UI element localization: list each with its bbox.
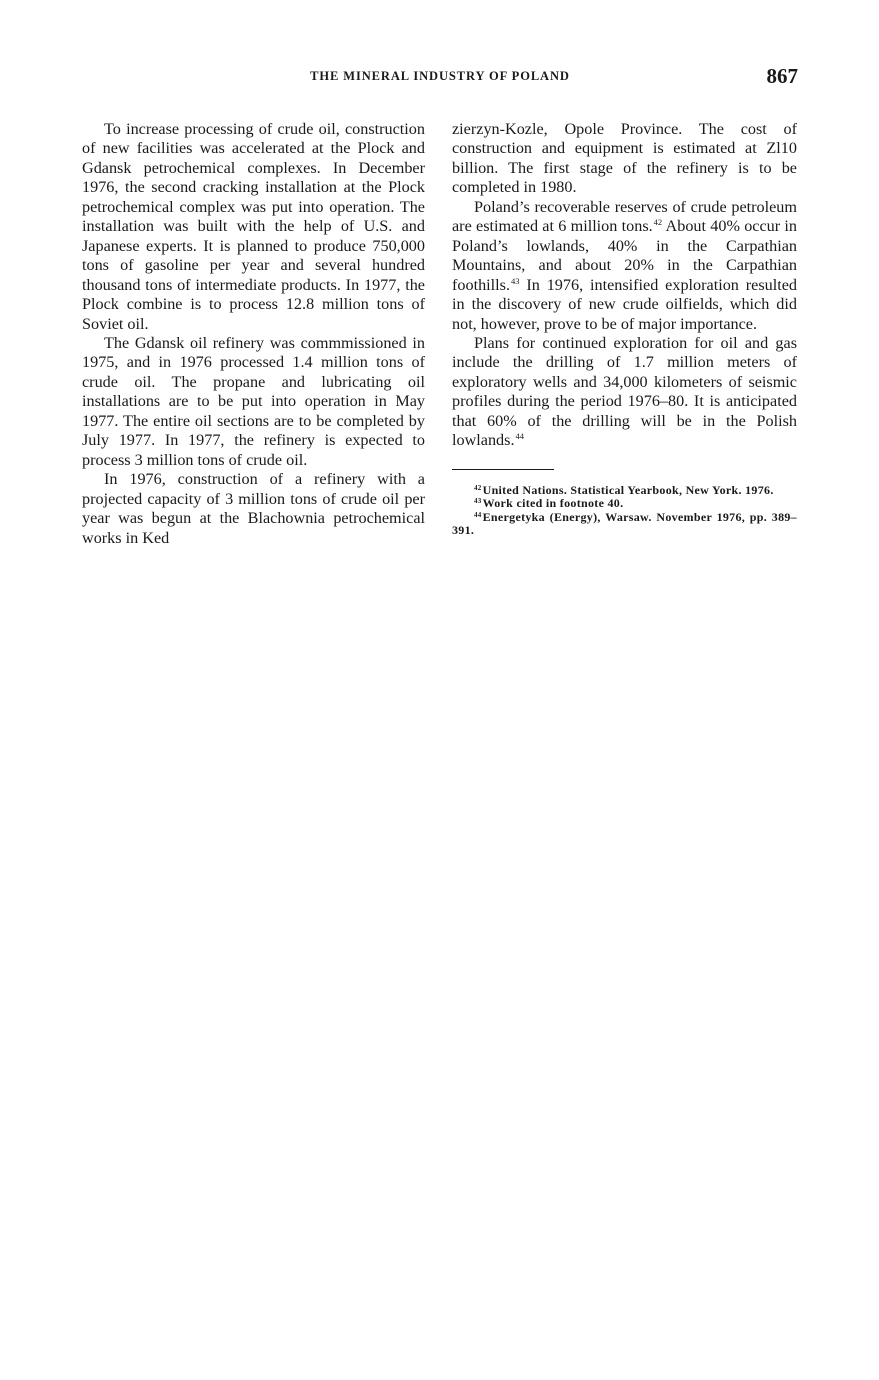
footnote-text: Work cited in footnote 40. bbox=[482, 496, 624, 511]
paragraph-reserves bbox=[452, 198, 797, 334]
footnote-43 bbox=[452, 497, 797, 511]
paragraph-continuation: zierzyn-Kozle, Opole Province. The cost of construction and equipment is estimated at Zl10 billion. The first stage of the refinery is to be completed in 1980. bbox=[452, 120, 797, 197]
footnote-ref-42: 42 bbox=[653, 217, 663, 228]
reserves-text-2: About 40% occur in Poland’s lowlands, 40% in the Carpathian Mountains, and about 20% in the Carpathian foothills. bbox=[452, 217, 797, 294]
paragraph-gdansk-refinery: The Gdansk oil refinery was commmissioned in 1975, and in 1976 processed 1.4 million tons of crude oil. The propane and lubricating oil installations are to be put into operation in May 1977. The entire oil sections are to be completed by July 1977. In 1977, the refinery is expected to process 3 million tons of crude oil. bbox=[82, 333, 425, 469]
left-column bbox=[82, 120, 425, 548]
running-title: THE MINERAL INDUSTRY OF POLAND bbox=[310, 69, 570, 83]
paragraph-blachownia-refinery: In 1976, construction of a refinery with a projected capacity of 3 million tons of crude oil per year was begun at the Blachownia petrochemical works in Ked bbox=[82, 470, 425, 547]
footnote-44 bbox=[452, 511, 797, 538]
footnotes bbox=[452, 484, 797, 538]
footnote-ref-44: 44 bbox=[515, 431, 524, 442]
reserves-text-3: In 1976, intensified exploration resulted in the discovery of new crude oilfields, which did not, however, prove to be of major importance. bbox=[452, 275, 797, 333]
footnote-number: 44 bbox=[474, 510, 482, 519]
reserves-text-1: Poland’s recoverable reserves of crude petroleum are estimated at 6 million tons. bbox=[452, 197, 797, 236]
footnote-divider bbox=[452, 469, 554, 470]
footnote-number: 42 bbox=[474, 483, 482, 492]
footnote-42 bbox=[452, 484, 797, 498]
right-column bbox=[452, 120, 797, 538]
footnote-number: 43 bbox=[474, 497, 482, 506]
running-header bbox=[82, 66, 798, 92]
footnote-ref-43: 43 bbox=[511, 275, 520, 286]
plans-text: Plans for continued exploration for oil and gas include the drilling of 1.7 million meters of exploratory wells and 34,000 kilometers of seismic profiles during the period 1976–80. It is anticipated that 60% of the drilling will be in the Polish lowlands. bbox=[452, 333, 797, 450]
paragraph-exploration-plans bbox=[452, 334, 797, 451]
footnote-text: Energetyka (Energy), Warsaw. November 1976, pp. 389–391. bbox=[452, 509, 797, 538]
footnote-text: United Nations. Statistical Yearbook, New York. 1976. bbox=[482, 482, 774, 497]
paragraph-processing-facilities: To increase processing of crude oil, construction of new facilities was accelerated at the Plock and Gdansk petrochemical complexes. In December 1976, the second cracking installation at the Plock petrochemical complex was put into operation. The installation was built with the help of U.S. and Japanese experts. It is planned to produce 750,000 tons of gasoline per year and several hundred thousand tons of intermediate products. In 1977, the Plock combine is to process 12.8 million tons of Soviet oil. bbox=[82, 120, 425, 333]
page-number: 867 bbox=[766, 64, 798, 88]
